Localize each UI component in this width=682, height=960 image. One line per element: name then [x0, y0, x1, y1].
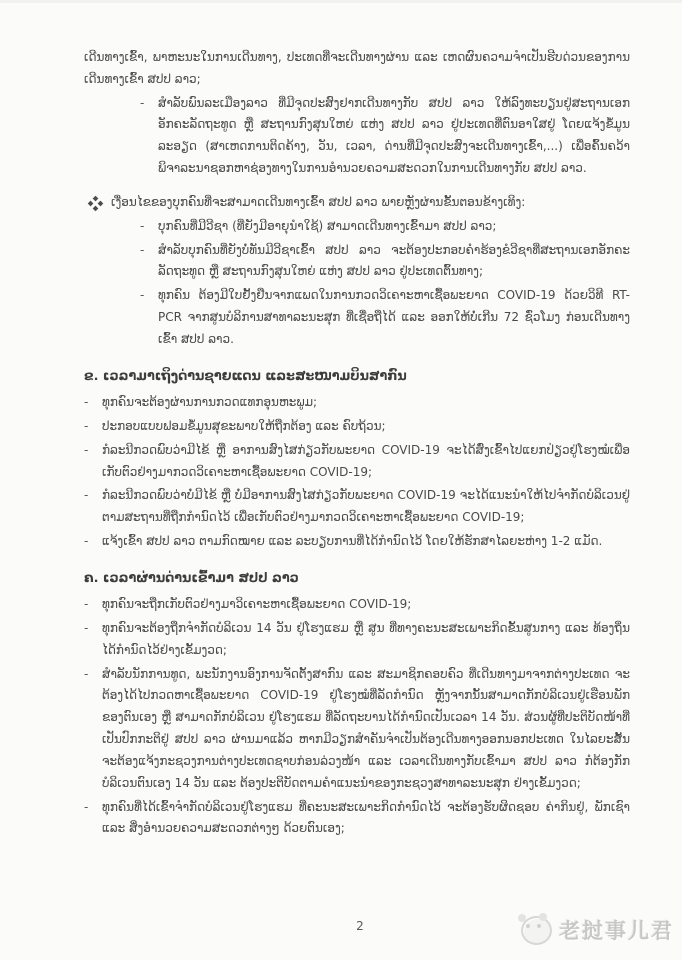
- watermark: [521, 912, 674, 950]
- document-body: [0, 3, 682, 840]
- conditions-heading-row: [84, 192, 630, 214]
- list-item: [84, 797, 630, 841]
- dash-bullet-icon: -: [84, 418, 89, 433]
- list-item: [84, 216, 630, 238]
- list-item-text: ກໍລະນີກວດພົບວ່າບໍ່ມີໄຂ້ ຫຼື ບໍ່ມີອາການສົງໄສກ່ຽວກັບພະຍາດ COVID-19 ຈະໄດ້ແນະນຳໃຫ້ໄປຈຳກັດບໍລິເວນຢູ່ຕາມສະຖານທີ່ຖືກກຳນົດໄວ້ ເພື່ອເກັບຕົວຢ່າງມາກວດວິເຄາະຫາເຊື້ອພະຍາດ COVID-19;: [102, 488, 630, 525]
- list-item: [84, 440, 630, 484]
- paragraph-continuation: ເດີນທາງເຂົ້າ, ພາຫະນະໃນການເດີນທາງ, ປະເທດທີ່ຈະເດີນທາງຜ່ານ ແລະ ເຫດຜົນຄວາມຈຳເປັນຮີບດ່ວນຂອງການເດີນທາງເຂົ້າ ສປປ ລາວ;: [84, 50, 630, 86]
- list-item: [84, 618, 630, 662]
- list-item-text: ທຸກຄົນຈະຕ້ອງຖືກຈຳກັດບໍລິເວນ 14 ວັນ ຢູ່ໂຮງແຮມ ຫຼື ສູນ ທີ່ທາງຄະນະສະເພາະກິດຂັ້ນສູນກາງ ແລະ ທ້ອງຖິ່ນ ໄດ້ກຳນົດໄວ້ຢ່າງເຂັ້ມງວດ;: [102, 620, 630, 657]
- section-c-heading: ຄ. ເວລາຜ່ານດ່ານເຂົ້າມາ ສປປ ລາວ: [84, 570, 299, 586]
- list-item-text: ສຳລັບບຸກຄົນທີ່ຍັງບໍ່ທັນມີວີຊາເຂົ້າ ສປປ ລາວ ຈະຕ້ອງປະກອບຄຳຮ້ອງຂໍວີຊາທີ່ສະຖານເອກອັກຄະລັດຖະທູດ ຫຼື ສະຖານກົງສຸນໃຫຍ່ ແຫ່ງ ສປປ ລາວ ຢູ່ປະເທດຕົ້ນທາງ;: [158, 242, 630, 279]
- list-item: [84, 416, 630, 438]
- dash-bullet-icon: -: [140, 218, 145, 233]
- conditions-heading: ເງື່ອນໄຂຂອງບຸກຄົນທີ່ຈະສາມາດເດີນທາງເຂົ້າ ສປປ ລາວ ພາຍຫຼັງຜ່ານຂັ້ນຕອນຂ້າງເທິງ:: [111, 194, 526, 209]
- list-item-text: ທຸກຄົນຈະຕ້ອງຜ່ານການກວດແທກອຸນຫະພູມ;: [102, 395, 318, 410]
- list-item-text: ປະກອບແບບຟອມຂໍ້ມູນສຸຂະພາບໃຫ້ຖືກຕ້ອງ ແລະ ຄົບຖ້ວນ;: [102, 418, 386, 433]
- list-item: [84, 664, 630, 795]
- dash-bullet-icon: -: [140, 288, 145, 303]
- list-item-text: ແຈ້ງເຂົ້າ ສປປ ລາວ ຕາມກົດໝາຍ ແລະ ລະບຽບການທີ່ໄດ້ກຳນົດໄວ້ ໂດຍໃຫ້ຮັກສາໄລຍະຫ່າງ 1-2 ແມັດ.: [102, 534, 603, 549]
- dash-bullet-icon: -: [140, 95, 145, 110]
- list-item: [84, 240, 630, 284]
- dash-bullet-icon: -: [84, 488, 89, 503]
- list-item-text: ທຸກຄົນທີ່ໄດ້ເຂົ້າຈຳກັດບໍລິເວນຢູ່ໂຮງແຮມ ທີ່ຄະນະສະເພາະກິດກຳນົດໄວ້ ຈະຕ້ອງຮັບຜິດຊອບ ຄ່າກິນຢູ່, ພັກເຊົາ ແລະ ສິ່ງອຳນວຍຄວາມສະດວກຕ່າງໆ ດ້ວຍຕົນເອງ;: [102, 799, 630, 836]
- watermark-text: 老挝事儿君: [559, 918, 674, 943]
- dash-bullet-icon: -: [84, 395, 89, 410]
- dash-bullet-icon: -: [84, 534, 89, 549]
- dash-bullet-icon: -: [84, 620, 89, 635]
- list-item-text: ທຸກຄົນ ຕ້ອງມີໃບຢັ້ງຢືນຈາກແພດໃນການກວດວິເຄາະຫາເຊື້ອພະຍາດ COVID-19 ດ້ວຍວິທີ RT-PCR ຈາກສູນບໍລິການສາທາລະນະສຸກ ທີ່ເຊື່ອຖືໄດ້ ແລະ ອອກໃຫ້ບໍ່ເກີນ 72 ຊົ່ວໂມງ ກ່ອນເດີນທາງເຂົ້າ ສປປ ລາວ.: [158, 288, 630, 346]
- publisher-logo-icon: [521, 916, 552, 945]
- list-item-text: ສຳລັບພົນລະເມືອງລາວ ທີ່ມີຈຸດປະສົງຢາກເດີນທາງກັບ ສປປ ລາວ ໃຫ້ລົງທະບຽນຢູ່ສະຖານເອກອັກຄະລັດຖະທູດ ຫຼື ສະຖານກົງສຸນໃຫຍ່ ແຫ່ງ ສປປ ລາວ ຢູ່ປະເທດທີ່ຕົນອາໃສຢູ່ ໂດຍແຈ້ງຂໍ້ມູນລະອຽດ (ສາເຫດການຕິດຄ້າງ, ວັນ, ເວລາ, ດ່ານທີ່ມີຈຸດປະສົງຈະເດີນທາງເຂົ້າ,...) ເພື່ອຄົ້ນຄວ້າພິຈາລະນາຊອກຫາຊ່ອງທາງໃນການອຳນວຍຄວາມສະດວກໃນການເດີນທາງກັບ ສປປ ລາວ.: [158, 95, 630, 176]
- dash-bullet-icon: -: [84, 442, 89, 457]
- list-item: [84, 93, 630, 180]
- list-item-text: ສຳລັບນັກການທູດ, ພະນັກງານອົງການຈັດຕັ້ງສາກົນ ແລະ ສະມາຊິກຄອບຄົວ ທີ່ເດີນທາງມາຈາກຕ່າງປະເທດ ຈະຕ້ອງໄດ້ໄປກວດຫາເຊື້ອພະຍາດ COVID-19 ຢູ່ໂຮງໝໍທີ່ລັດກຳນົດ ຫຼັງຈາກນັ້ນສາມາດກັກບໍລິເວນຢູ່ເຮືອນພັກຂອງຕົນເອງ ຫຼື ສາມາດກັກບໍລິເວນ ຢູ່ໂຮງແຮມ ທີ່ລັດຖະບານໄດ້ກຳນົດເປັນເວລາ 14 ວັນ. ສ່ວນຜູ້ທີ່ປະຕິບັດໜ້າທີ່ເປັນປົກກະຕິຢູ່ ສປປ ລາວ ຜ່ານມາແລ້ວ ຫາກມີວຽກສຳຄັນຈຳເປັນຕ້ອງເດີນທາງອອກນອກປະເທດ ໃນໄລຍະສັ້ນ ຈະຕ້ອງແຈ້ງກະຊວງການຕ່າງປະເທດຊາບກ່ອນລ່ວງໜ້າ ແລະ ເວລາເດີນທາງກັບເຂົ້າມາ ສປປ ລາວ ກໍຕ້ອງກັກບໍລິເວນຕົນເອງ 14 ວັນ ແລະ ຕ້ອງປະຕິບັດຕາມຄຳແນະນຳຂອງກະຊວງສາທາລະນະສຸກ ຢ່າງເຂັ້ມງວດ;: [102, 666, 630, 790]
- dash-bullet-icon: -: [84, 799, 89, 814]
- list-item-text: ບຸກຄົນທີ່ມີວີຊາ (ທີ່ຍັງມີອາຍຸນຳໃຊ້) ສາມາດເດີນທາງເຂົ້າມາ ສປປ ລາວ;: [158, 218, 497, 233]
- page-number: 2: [356, 919, 364, 934]
- section-b-heading: ຂ. ເວລາມາເຖິງດ່ານຊາຍແດນ ແລະສະໜາມບິນສາກົນ: [84, 368, 407, 384]
- list-item: [84, 392, 630, 414]
- diamond-bullet-icon: [88, 196, 104, 212]
- dash-bullet-icon: -: [84, 597, 89, 612]
- list-item: [84, 594, 630, 616]
- list-item-text: ກໍລະນີກວດພົບວ່າມີໄຂ້ ຫຼື ອາການສົງໄສກ່ຽວກັບພະຍາດ COVID-19 ຈະໄດ້ສົ່ງເຂົ້າໄປແຍກປ່ຽວຢູ່ໂຮງໝໍເພື່ອເກັບຕົວຢ່າງມາກວດວິເຄາະຫາເຊື້ອພະຍາດ COVID-19;: [102, 442, 630, 479]
- dash-bullet-icon: -: [140, 242, 145, 257]
- list-item: [84, 485, 630, 529]
- dash-bullet-icon: -: [84, 666, 89, 681]
- list-item-text: ທຸກຄົນຈະຖືກເກັບຕົວຢ່າງມາວິເຄາະຫາເຊື້ອພະຍາດ COVID-19;: [102, 597, 412, 612]
- list-item: [84, 285, 630, 350]
- list-item: [84, 531, 630, 553]
